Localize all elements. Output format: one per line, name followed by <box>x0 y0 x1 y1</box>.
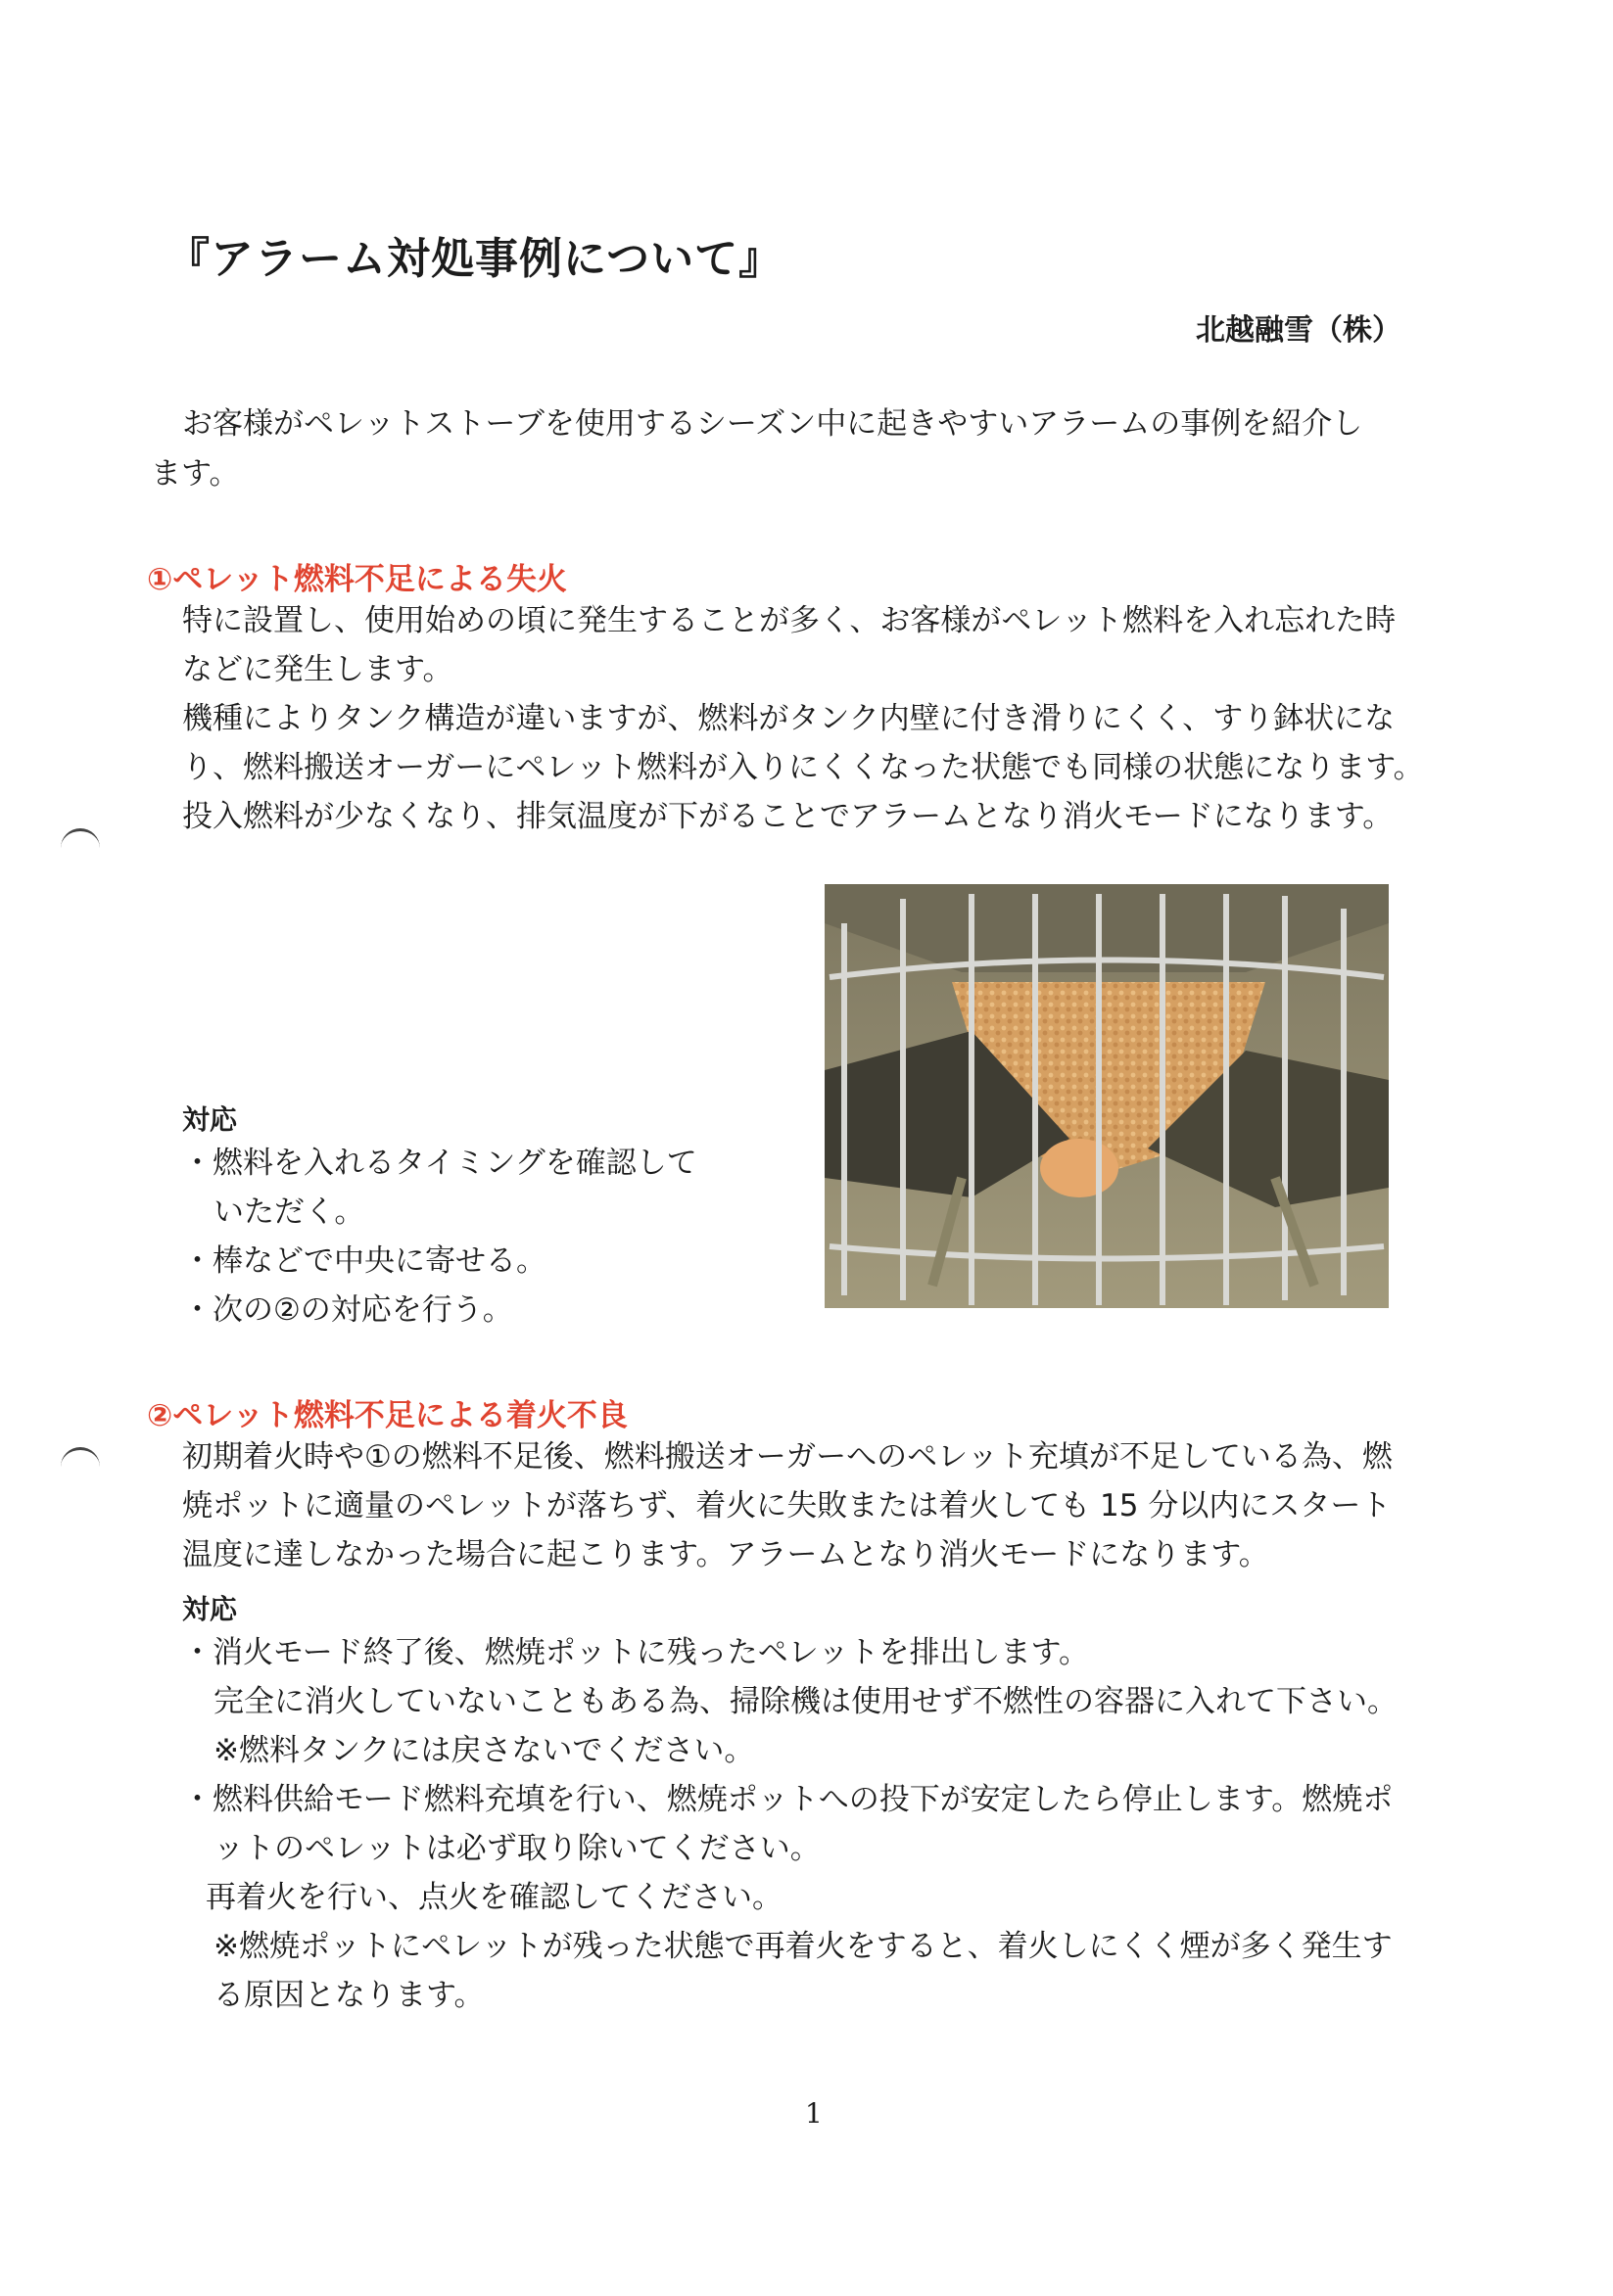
intro-line: お客様がペレットストーブを使用するシーズン中に起きやすいアラームの事例を紹介し <box>182 406 1363 442</box>
binder-hole-bottom <box>61 1447 100 1472</box>
section1-response-heading: 対応 <box>182 1103 238 1136</box>
section1-response-item: ・棒などで中央に寄せる。 <box>182 1243 546 1279</box>
section1-heading: ①ペレット燃料不足による失火 <box>147 562 567 597</box>
section2-response-item: る原因となります。 <box>213 1978 485 2013</box>
section2-response-heading: 対応 <box>182 1593 238 1625</box>
section1-line: 特に設置し、使用始めの頃に発生することが多く、お客様がペレット燃料を入れ忘れた時 <box>182 603 1397 638</box>
section1-line: 投入燃料が少なくなり、排気温度が下がることでアラームとなり消火モードになります。 <box>182 799 1394 834</box>
page-number: 1 <box>805 2097 823 2130</box>
section1-line: などに発生します。 <box>182 652 453 687</box>
section2-line: 温度に達しなかった場合に起こります。アラームとなり消火モードになります。 <box>182 1537 1269 1572</box>
section1-line: 機種によりタンク構造が違いますが、燃料がタンク内壁に付き滑りにくく、すり鉢状にな <box>182 701 1396 736</box>
section1-response-item: ・燃料を入れるタイミングを確認して <box>182 1146 697 1181</box>
section2-response-item: ※燃料タンクには戻さないでください。 <box>213 1733 755 1768</box>
pellet-tank-photo <box>825 884 1389 1308</box>
section1-line: り、燃料搬送オーガーにペレット燃料が入りにくくなった状態でも同様の状態になります。 <box>182 750 1424 785</box>
section2-response-item: 完全に消火していないこともある為、掃除機は使用せず不燃性の容器に入れて下さい。 <box>213 1684 1398 1719</box>
document-title: 『アラーム対処事例について』 <box>166 234 783 284</box>
section1-response-item: ・次の②の対応を行う。 <box>182 1292 513 1328</box>
section1-response-item: いただく。 <box>213 1195 365 1230</box>
section2-response-item: ットのペレットは必ず取り除いてください。 <box>213 1831 821 1866</box>
section2-line: 初期着火時や①の燃料不足後、燃料搬送オーガーへのペレット充填が不足している為、燃 <box>182 1439 1393 1475</box>
section2-response-item: ・消火モード終了後、燃焼ポットに残ったペレットを排出します。 <box>182 1635 1089 1670</box>
section2-heading: ②ペレット燃料不足による着火不良 <box>147 1398 628 1433</box>
author: 北越融雪（株） <box>1196 313 1401 348</box>
binder-hole-top <box>61 828 100 853</box>
section2-response-item: ※燃焼ポットにペレットが残った状態で再着火をすると、着火しにくく煙が多く発生す <box>213 1929 1393 1964</box>
pellet-tank-illustration <box>825 884 1389 1308</box>
section2-line: 焼ポットに適量のペレットが落ちず、着火に失敗または着火しても 15 分以内にスタート <box>182 1488 1392 1523</box>
section2-response-item: 再着火を行い、点火を確認してください。 <box>206 1880 783 1915</box>
intro-line: ます。 <box>151 456 240 492</box>
section2-response-item: ・燃料供給モード燃料充填を行い、燃焼ポットへの投下が安定したら停止します。燃焼ポ <box>182 1782 1394 1817</box>
